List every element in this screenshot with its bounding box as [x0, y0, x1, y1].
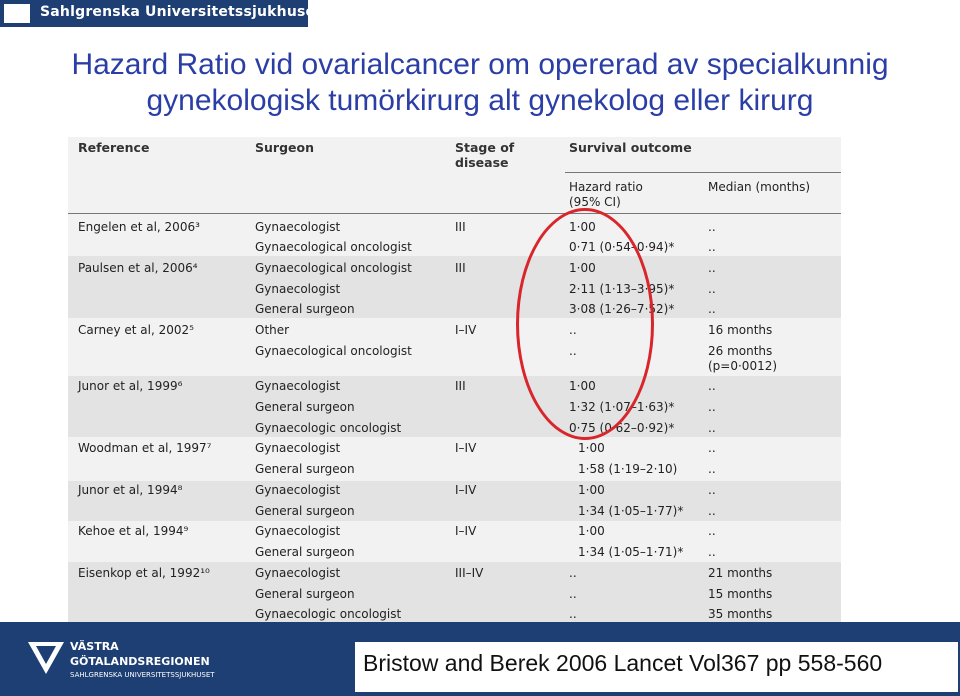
cell-stage: III	[455, 261, 466, 275]
cell-surgeon: General surgeon	[255, 400, 355, 414]
cell-surgeon: Gynaecologist	[255, 220, 341, 234]
cell-median: 26 months	[708, 344, 773, 358]
body-rule	[68, 213, 841, 214]
cell-ref: Woodman et al, 1997⁷	[78, 441, 212, 455]
col-header-survival: Survival outcome	[569, 140, 692, 155]
cell-surgeon: General surgeon	[255, 504, 355, 518]
cell-stage: I–IV	[455, 323, 477, 337]
cell-surgeon: Gynaecologic oncologist	[255, 607, 402, 621]
footer-org-1: VÄSTRA	[70, 640, 119, 653]
cell-median: ..	[708, 524, 716, 538]
cell-median: ..	[708, 545, 716, 559]
cell-median: 16 months	[708, 323, 773, 337]
cell-stage: III	[455, 220, 466, 234]
cell-hr: 1·00	[569, 261, 596, 275]
cell-ref: Paulsen et al, 2006⁴	[78, 261, 198, 275]
cell-ref: Carney et al, 2002⁵	[78, 323, 194, 337]
col-header-median: Median (months)	[708, 180, 811, 194]
header-brand: Sahlgrenska Universitetssjukhuset	[40, 4, 323, 20]
cell-surgeon: Gynaecological oncologist	[255, 261, 412, 275]
col-header-stage-2: disease	[455, 155, 509, 170]
highlight-ellipse	[516, 208, 654, 440]
cell-hr: 2·11 (1·13–3·95)*	[569, 282, 675, 296]
cell-surgeon: General surgeon	[255, 587, 355, 601]
cell-surgeon: Gynaecologist	[255, 524, 341, 538]
footer-org-2: GÖTALANDSREGIONEN	[70, 655, 210, 668]
cell-hr: ..	[569, 587, 577, 601]
cell-median: ..	[708, 483, 716, 497]
cell-stage: III–IV	[455, 566, 484, 580]
cell-hr: 0·71 (0·54–0·94)*	[569, 240, 675, 254]
cell-hr: 0·75 (0·62–0·92)*	[569, 421, 675, 435]
cell-hr: 1·34 (1·05–1·77)*	[578, 504, 684, 518]
cell-surgeon: General surgeon	[255, 302, 355, 316]
cell-surgeon: Gynaecological oncologist	[255, 344, 412, 358]
cell-stage: I–IV	[455, 524, 477, 538]
region-logo-icon	[26, 638, 66, 678]
cell-ref: Engelen et al, 2006³	[78, 220, 200, 234]
cell-median: ..	[708, 261, 716, 275]
cell-surgeon: Gynaecologist	[255, 441, 341, 455]
col-header-hazard-ratio: Hazard ratio	[569, 180, 643, 194]
cell-ref: Junor et al, 1999⁶	[78, 379, 183, 393]
cell-median: ..	[708, 240, 716, 254]
slide-title	[0, 47, 960, 119]
cell-stage: III	[455, 379, 466, 393]
cell-hr: 1·00	[569, 379, 596, 393]
logo-icon	[4, 4, 30, 23]
cell-hr: ..	[569, 566, 577, 580]
cell-median: ..	[708, 504, 716, 518]
cell-hr: ..	[569, 344, 577, 358]
col-header-reference: Reference	[78, 140, 150, 155]
col-header-ci: (95% CI)	[569, 195, 621, 209]
cell-surgeon: General surgeon	[255, 545, 355, 559]
cell-stage: I–IV	[455, 441, 477, 455]
cell-ref: Kehoe et al, 1994⁹	[78, 524, 189, 538]
cell-median: ..	[708, 441, 716, 455]
cell-hr: 1·00	[569, 220, 596, 234]
cell-hr: 1·00	[578, 483, 605, 497]
cell-median: (p=0·0012)	[708, 359, 778, 373]
cell-surgeon: Gynaecologic oncologist	[255, 421, 402, 435]
footer-org-3: SAHLGRENSKA UNIVERSITETSSJUKHUSET	[70, 671, 215, 679]
cell-median: ..	[708, 302, 716, 316]
col-header-stage-1: Stage of	[455, 140, 515, 155]
cell-surgeon: Gynaecologist	[255, 566, 341, 580]
cell-median: ..	[708, 400, 716, 414]
cell-hr: ..	[569, 323, 577, 337]
cell-hr: 3·08 (1·26–7·52)*	[569, 302, 675, 316]
col-header-surgeon: Surgeon	[255, 140, 314, 155]
cell-hr: 1·34 (1·05–1·71)*	[578, 545, 684, 559]
cell-surgeon: Other	[255, 323, 290, 337]
cell-surgeon: Gynaecological oncologist	[255, 240, 412, 254]
title-line-1: Hazard Ratio vid ovarialcancer om opererad av specialkunnig	[71, 48, 889, 81]
cell-surgeon: General surgeon	[255, 462, 355, 476]
cell-ref: Eisenkop et al, 1992¹⁰	[78, 566, 210, 580]
citation-text: Bristow and Berek 2006 Lancet Vol367 pp 558-560	[363, 650, 883, 676]
cell-median: ..	[708, 462, 716, 476]
cell-surgeon: Gynaecologist	[255, 282, 341, 296]
cell-median: ..	[708, 220, 716, 234]
cell-median: ..	[708, 421, 716, 435]
cell-surgeon: Gynaecologist	[255, 379, 341, 393]
header-bar	[0, 0, 323, 27]
cell-hr: 1·32 (1·07–1·63)*	[569, 400, 675, 414]
cell-hr: 1·00	[578, 441, 605, 455]
cell-hr: 1·00	[578, 524, 605, 538]
header-rule	[565, 172, 841, 173]
cell-hr: ..	[569, 607, 577, 621]
cell-stage: I–IV	[455, 483, 477, 497]
cell-median: ..	[708, 379, 716, 393]
cell-hr: 1·58 (1·19–2·10)	[578, 462, 678, 476]
cell-median: 21 months	[708, 566, 773, 580]
cell-median: 15 months	[708, 587, 773, 601]
cell-median: 35 months	[708, 607, 773, 621]
title-line-2: gynekologisk tumörkirurg alt gynekolog eller kirurg	[146, 84, 814, 117]
cell-surgeon: Gynaecologist	[255, 483, 341, 497]
cell-ref: Junor et al, 1994⁸	[78, 483, 183, 497]
cell-median: ..	[708, 282, 716, 296]
